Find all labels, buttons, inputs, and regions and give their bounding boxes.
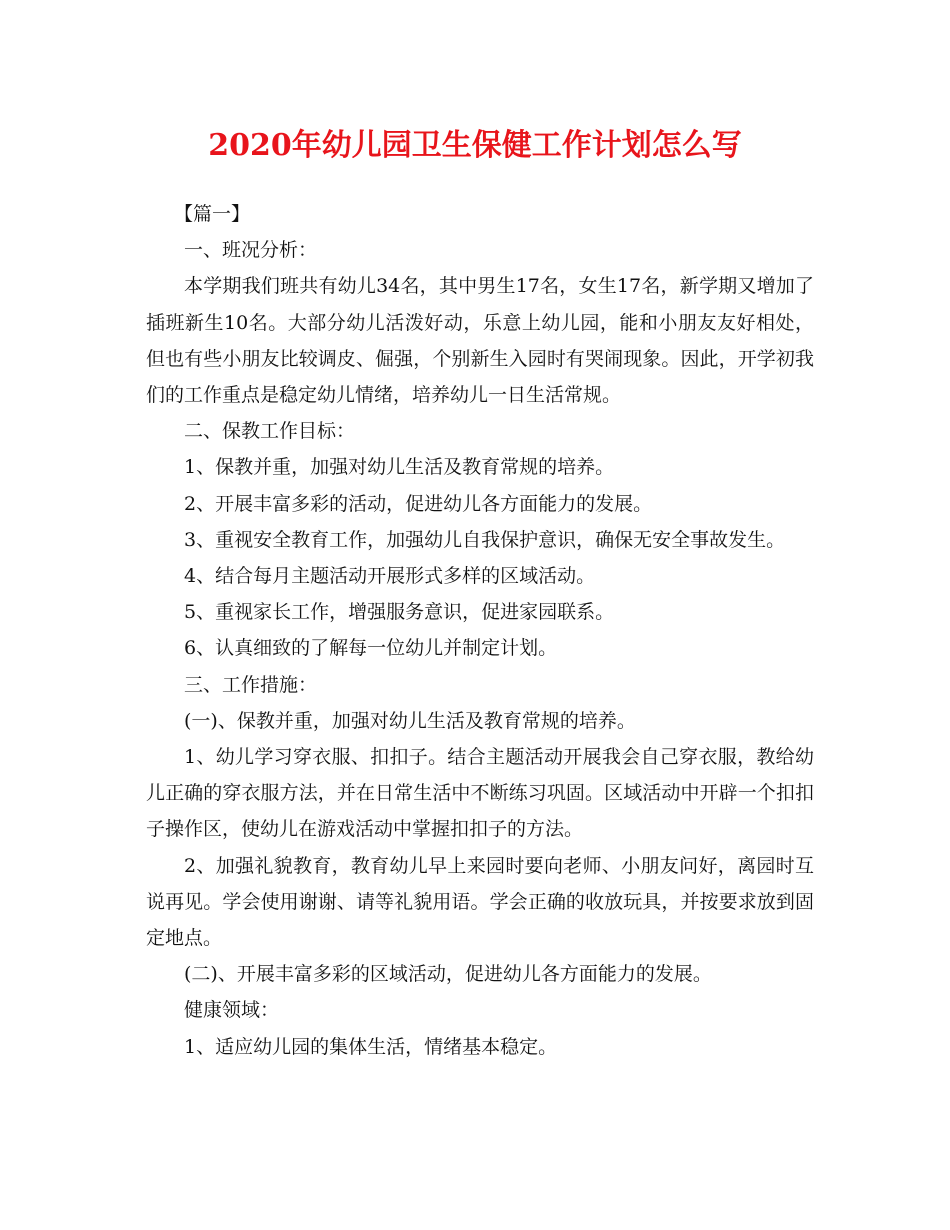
heading-health-domain: 健康领域：: [184, 999, 280, 1022]
document-body: [146, 196, 814, 1065]
goal-item-2: 2、开展丰富多彩的活动，促进幼儿各方面能力的发展。: [184, 492, 653, 515]
health-item-1: 1、适应幼儿园的集体生活，情绪基本稳定。: [184, 1035, 558, 1058]
heading-work-measures: 三、工作措施：: [184, 673, 318, 696]
paragraph-class-overview: 本学期我们班共有幼儿34名，其中男生17名，女生17名，新学期又增加了插班新生10名。大部分幼儿活泼好动，乐意上幼儿园，能和小朋友友好相处，但也有些小朋友比较调皮、倔强，个别新生入园时有哭闹现象。因此，开学初我们的工作重点是稳定幼儿情绪，培养幼儿一日生活常规。: [146, 275, 814, 407]
goal-item-3: 3、重视安全教育工作，加强幼儿自我保护意识，确保无安全事故发生。: [184, 528, 786, 551]
goal-item-6: 6、认真细致的了解每一位幼儿并制定计划。: [184, 637, 558, 660]
goal-item-5: 5、重视家长工作，增强服务意识，促进家园联系。: [184, 601, 615, 624]
goal-item-1: 1、保教并重，加强对幼儿生活及教育常规的培养。: [184, 456, 615, 479]
measure-item-dressing: 1、幼儿学习穿衣服、扣扣子。结合主题活动开展我会自己穿衣服，教给幼儿正确的穿衣服方法，并在日常生活中不断练习巩固。区域活动中开辟一个扣扣子操作区，使幼儿在游戏活动中掌握扣扣子的方法。: [146, 746, 814, 841]
section-label-part-one: 【篇一】: [174, 203, 251, 225]
measure-item-manners: 2、加强礼貌教育，教育幼儿早上来园时要向老师、小朋友问好，离园时互说再见。学会使用谢谢、请等礼貌用语。学会正确的收放玩具，并按要求放到固定地点。: [146, 854, 814, 950]
subheading-measure-2: (二)、开展丰富多彩的区域活动，促进幼儿各方面能力的发展。: [184, 963, 712, 986]
heading-care-education-goals: 二、保教工作目标：: [184, 420, 356, 443]
heading-class-analysis: 一、班况分析：: [184, 239, 318, 262]
document-title: 2020年幼儿园卫生保健工作计划怎么写: [208, 128, 742, 163]
goal-item-4: 4、结合每月主题活动开展形式多样的区域活动。: [184, 565, 596, 588]
subheading-measure-1: (一)、保教并重，加强对幼儿生活及教育常规的培养。: [184, 709, 636, 732]
